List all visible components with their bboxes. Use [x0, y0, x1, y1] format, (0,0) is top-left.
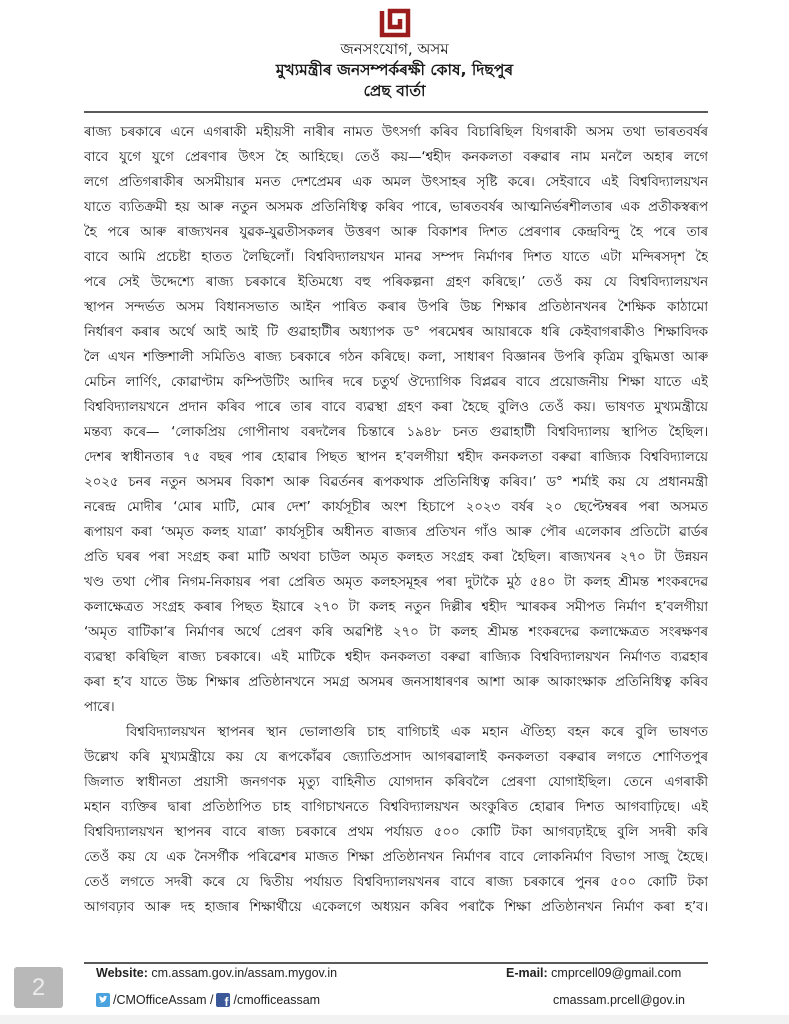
- body-line: যাতে ব্যতিক্ৰমী হয় আৰু নতুন অসমক প্ৰতিনিধিত্ব কৰিব পাৰে, ভাৰতবৰ্ষৰ আত্মনিৰ্ভৰশীলতাৰ এক প্ৰতীকস্বৰূপ: [84, 199, 708, 215]
- body-line: বাবে যুগে যুগে প্ৰেৰণাৰ উৎস হৈ আহিছে। তেওঁ কয়—‘শ্বহীদ কনকলতা বৰুৱাৰ নাম মনলৈ অহাৰ লগে: [84, 149, 708, 165]
- body-line: ‘অমৃত বাটিকা’ৰ নিৰ্মাণৰ অৰ্থে প্ৰেৰণ কৰি অৱশিষ্ট ২৭০ টা কলহ শ্ৰীমন্ত শংকৰদেৱ কলাক্ষেত্ৰত সংৰক্ষণৰ: [84, 624, 708, 640]
- website-link[interactable]: cm.assam.gov.in/assam.mygov.in: [151, 966, 338, 980]
- body-line: প্ৰতি ঘৰৰ পৰা সংগ্ৰহ কৰা মাটি অথবা চাউল অমৃত কলহত সংগ্ৰহ কৰা হৈছিল। ৰাজ্যখনৰ ২৭০ টা উন্নয়ন: [84, 549, 708, 565]
- social-handles: [96, 993, 320, 1007]
- press-release-body: [84, 120, 708, 920]
- body-line-paragraph-start: বিশ্ববিদ্যালয়খন স্থাপনৰ স্থান ভোলাগুৰি চাহ বাগিচাই এক মহান ঐতিহ্য বহন কৰে বুলি ভাষণত: [126, 724, 708, 740]
- body-line-paragraph-end: পাৰে।: [84, 699, 115, 715]
- body-line: ব্যৱস্থা কৰিছিল ৰাজ্য চৰকাৰে। এই মাটিকে শ্বহীদ কনকলতা বৰুৱা ৰাজ্যিক বিশ্ববিদ্যালয়খন নিৰ্মাণত ব্যৱহাৰ: [84, 649, 708, 665]
- body-line: বিশ্ববিদ্যালয়খন স্থাপনৰ বাবে ৰাজ্য চৰকাৰে প্ৰথম পৰ্যায়ত ৫০০ কোটি টকা আগবঢ়াইছে বুলি সদৰী কৰি: [84, 824, 708, 840]
- facebook-icon: [216, 993, 230, 1007]
- body-line: মেচিন লাৰ্ণিং, কোৱাণ্টাম কম্পিউটিং আদিৰ দৰে চতুৰ্থ ঔদ্যোগিক বিপ্লৱৰ বাবে প্ৰয়োজনীয় শিক্ষা যাতে এই: [84, 374, 708, 390]
- body-line: হৈ পৰে আৰু ৰাজ্যখনৰ যুৱক-যুৱতীসকলৰ উত্তৰণ আৰু বিকাশৰ দিশত প্ৰেৰণাৰ কেন্দ্ৰবিন্দু হৈ পৰে তাৰ: [84, 224, 708, 240]
- website-label: Website:: [96, 966, 148, 980]
- body-line: বাবে আমি প্ৰচেষ্টা হাতত লৈছিলোঁ। বিশ্ববিদ্যালয়খন মানৱ সম্পদ নিৰ্মাণৰ দিশত যাতে এটা মন্দিৰসদৃশ হৈ: [84, 249, 708, 265]
- body-line: তেওঁ কয় যে এক নৈসৰ্গীক পৰিৱেশৰ মাজত শিক্ষা প্ৰতিষ্ঠানখন নিৰ্মাণৰ বাবে লোকনিৰ্মাণ বিভাগ সাজু হৈছে।: [84, 849, 708, 865]
- body-line: মহান ব্যক্তিৰ দ্বাৰা প্ৰতিষ্ঠাপিত চাহ বাগিচাখনতে বিশ্ববিদ্যালয়খন অংকুৰিত হোৱাৰ দিশত আগবাঢ়িছে। এই: [84, 799, 708, 815]
- email-link-gov[interactable]: cmassam.prcell@gov.in: [553, 993, 685, 1007]
- body-line: দেশৰ স্বাধীনতাৰ ৭৫ বছৰ পাৰ হোৱাৰ পিছত স্থাপন হ’বলগীয়া শ্বহীদ কনকলতা বৰুৱা ৰাজ্যিক বিশ্ববিদ্যালয়ে: [84, 449, 708, 465]
- twitter-icon: [96, 993, 110, 1007]
- body-line: নিৰ্ধাৰণ কৰাৰ অৰ্থে আই আই টি গুৱাহাটীৰ অধ্যাপক ড° পৰমেশ্বৰ আয়াৰকে ধৰি কেইবাগৰাকীও শিক্ষাবিদক: [84, 324, 708, 340]
- body-line: খণ্ড তথা পৌৰ নিগম-নিকায়ৰ পৰা প্ৰেৰিত অমৃত কলহসমূহৰ পৰা দুটাকৈ মুঠ ৫৪০ টা কলহ শ্ৰীমন্ত শংকৰদেৱ: [84, 574, 708, 590]
- body-line: বিশ্ববিদ্যালয়খনে প্ৰদান কৰিব পাৰে তাৰ বাবে ব্যৱস্থা গ্ৰহণ কৰা হৈছে বুলিও তেওঁ কয়। ভাষণত মুখ্যমন্ত্ৰীয়ে: [84, 399, 708, 415]
- document-type-title: প্ৰেছ বাৰ্তা: [363, 82, 426, 100]
- body-line: কলাক্ষেত্ৰত সংগ্ৰহ কৰাৰ পিছত ইয়াৰে ২৭০ টা কলহ নতুন দিল্লীৰ শ্বহীদ স্মাৰকৰ সমীপত নিৰ্মাণ হ’বলগীয়া: [84, 599, 708, 615]
- footer-divider: [84, 962, 708, 964]
- twitter-handle-link[interactable]: /CMOfficeAssam /: [113, 993, 214, 1007]
- body-line: তেওঁ লগতে সদৰী কৰে যে দ্বিতীয় পৰ্যায়ত বিশ্ববিদ্যালয়খনৰ বাবে ৰাজ্য চৰকাৰে পুনৰ ৫০০ কোটি টকা: [84, 874, 708, 890]
- body-line: লৈ এখন শক্তিশালী সমিতিও ৰাজ্য চৰকাৰে গঠন কৰিছে। কলা, সাধাৰণ বিজ্ঞানৰ উপৰি কৃত্ৰিম বুদ্ধিমত্তা আৰু: [84, 349, 708, 365]
- office-name: মুখ্যমন্ত্ৰীৰ জনসম্পৰ্কৰক্ষী কোষ, দিছপুৰ: [275, 61, 514, 79]
- body-line: উল্লেখ কৰি মুখ্যমন্ত্ৰীয়ে কয় যে ৰূপকোঁৱৰ জ্যোতিপ্ৰসাদ আগৰৱালাই কনকলতা বৰুৱাৰ লগতে শোণিতপুৰ: [84, 749, 708, 765]
- body-line: স্থাপন সন্দৰ্ভত অসম বিধানসভাত আইন পাৰিত কৰাৰ উপৰি উচ্চ শিক্ষাৰ প্ৰতিষ্ঠানখনৰ শৈক্ষিক কাঠামো: [84, 299, 708, 315]
- body-line: ৰাজ্য চৰকাৰে এনে এগৰাকী মহীয়সী নাৰীৰ নামত উৎসৰ্গা কৰিব বিচাৰিছিল যিগৰাকী অসম তথা ভাৰতবৰ্ষৰ: [84, 124, 708, 140]
- page-number-badge: 2: [14, 967, 63, 1008]
- email-label: E-mail:: [506, 966, 548, 980]
- header-divider: [84, 111, 708, 113]
- body-line: কৰা হ’ব যাতে উচ্চ শিক্ষাৰ প্ৰতিষ্ঠানখনে সমগ্ৰ অসমৰ জনসাধাৰণৰ আশা আৰু আকাংক্ষাক প্ৰতিনিধিত্ব কৰিব: [84, 674, 708, 690]
- department-name: জনসংযোগ, অসম: [340, 40, 449, 58]
- body-line: লগে প্ৰতিগৰাকীৰ অসমীয়াৰ মনত দেশপ্ৰেমৰ এক অমল উৎসাহৰ সৃষ্টি কৰে। সেইবাবে এই বিশ্ববিদ্যালয়খন: [84, 174, 708, 190]
- dipr-assam-logo-icon: [376, 8, 414, 38]
- body-line: নৰেন্দ্ৰ মোদীৰ ‘মোৰ মাটি, মোৰ দেশ’ কাৰ্যসূচীৰ অংশ হিচাপে ২০২৩ বৰ্ষৰ ২০ ছেপ্টেম্বৰৰ পৰা অসমত: [84, 499, 708, 515]
- body-line: আগবঢ়াব আৰু দহ হাজাৰ শিক্ষাৰ্থীয়ে একেলগে অধ্যয়ন কৰিব পৰাকৈ শিক্ষা প্ৰতিষ্ঠানখন নিৰ্মাণ কৰা হ’ব।: [84, 899, 708, 915]
- body-line: ৰূপায়ণ কৰা ‘অমৃত কলহ যাত্ৰা’ কাৰ্যসূচীৰ অধীনত ৰাজ্যৰ প্ৰতিখন গাঁও আৰু পৌৰ এলেকাৰ প্ৰতিটো ৱাৰ্ডৰ: [84, 524, 708, 540]
- body-line: জিলাত স্বাধীনতা প্ৰয়াসী জনগণক মৃত্যু বাহিনীত যোগদান কৰিবলৈ প্ৰেৰণা যোগাইছিল। তেনে এগৰাকী: [84, 774, 708, 790]
- website-info: [96, 966, 337, 980]
- viewer-bottom-bar: [0, 1015, 789, 1024]
- body-line: ২০২৫ চনৰ নতুন অসমৰ বিকাশ আৰু বিৱৰ্তনৰ ৰূপকথাক প্ৰতিনিধিত্ব কৰিব।’ ড° শৰ্মাই কয় যে প্ৰধানমন্ত্ৰী: [84, 474, 708, 490]
- facebook-handle-link[interactable]: /cmofficeassam: [233, 993, 321, 1007]
- body-line: পৰে সেই উদ্দেশ্যে ৰাজ্য চৰকাৰে ইতিমধ্যে বহু পৰিকল্পনা গ্ৰহণ কৰিছে।’ তেওঁ কয় যে বিশ্ববিদ্যালয়খন: [84, 274, 708, 290]
- body-line: মন্তব্য কৰে— ‘লোকপ্ৰিয় গোপীনাথ বৰদলৈৰ চিন্তাৰে ১৯৪৮ চনত গুৱাহাটী বিশ্ববিদ্যালয় স্থাপিত হৈছিল।: [84, 424, 708, 440]
- email-link-gmail[interactable]: cmprcell09@gmail.com: [551, 966, 682, 980]
- email-info: [506, 966, 681, 980]
